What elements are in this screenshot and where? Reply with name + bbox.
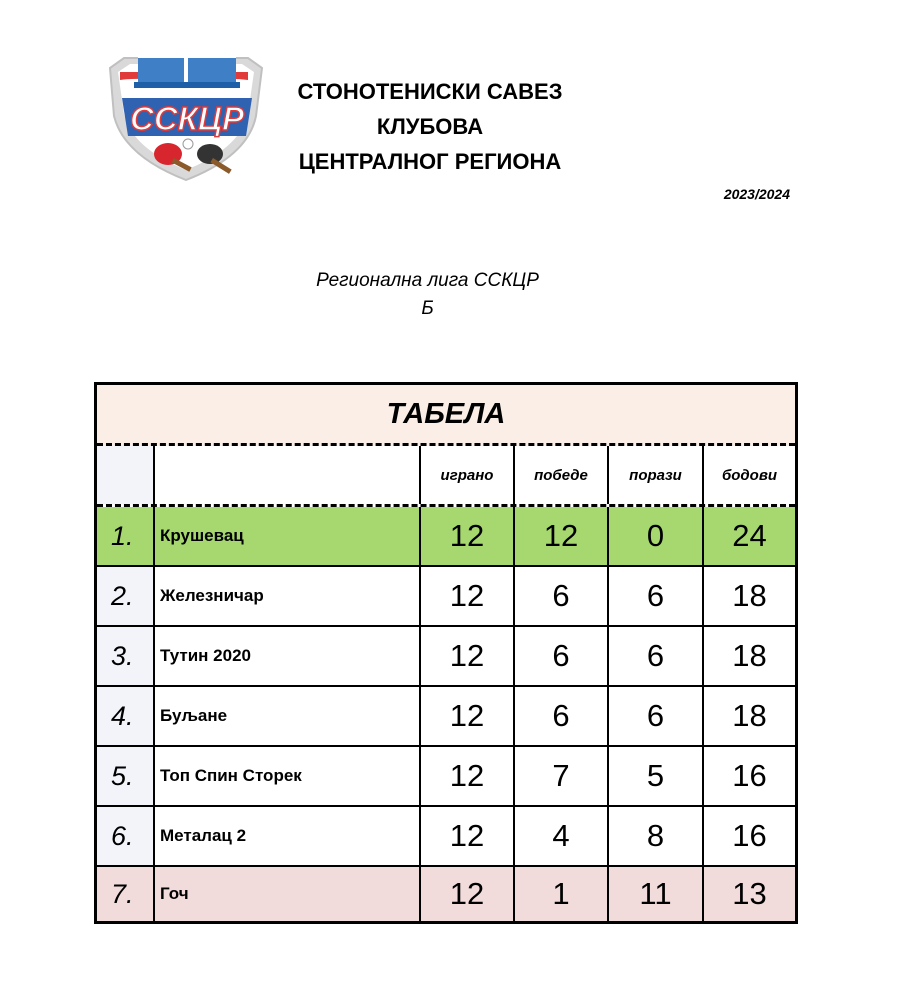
points: 13	[704, 867, 795, 921]
header-points: бодови	[721, 466, 778, 484]
position: 1.	[97, 507, 155, 565]
position: 2.	[97, 567, 155, 625]
losses: 0	[609, 507, 704, 565]
points: 18	[732, 698, 767, 733]
header-losses: порази	[609, 446, 704, 504]
org-line-3: ЦЕНТРАЛНОГ РЕГИОНА	[298, 149, 562, 174]
team-name: Металац 2	[155, 807, 421, 865]
table-row	[97, 807, 795, 867]
wins: 6	[515, 567, 609, 625]
position: 7.	[97, 867, 155, 921]
ssktsr-logo	[98, 46, 272, 186]
league-name: Регионална лига ССКЦР	[316, 270, 539, 291]
points: 16	[732, 818, 767, 853]
points: 18	[732, 578, 767, 613]
table-row	[97, 507, 795, 567]
table-row	[97, 687, 795, 747]
org-line-2: КЛУБОВА	[376, 114, 484, 139]
team-name: Тутин 2020	[155, 627, 421, 685]
team-name: Крушевац	[155, 507, 421, 565]
wins: 6	[515, 627, 609, 685]
logo-text: ССКЦР	[129, 100, 245, 137]
team-name: Буљане	[155, 687, 421, 745]
points: 24	[704, 507, 795, 565]
table-header-row	[97, 446, 795, 507]
position: 3.	[97, 627, 155, 685]
standings-table	[94, 382, 798, 924]
played: 12	[421, 807, 515, 865]
losses: 6	[609, 567, 704, 625]
position: 6.	[97, 807, 155, 865]
points: 18	[732, 638, 767, 673]
table-row	[97, 867, 795, 921]
header-position-cell	[97, 446, 155, 504]
position: 5.	[97, 747, 155, 805]
played: 12	[421, 867, 515, 921]
team-name: Топ Спин Сторек	[155, 747, 421, 805]
played: 12	[421, 687, 515, 745]
table-row	[97, 567, 795, 627]
wins: 4	[515, 807, 609, 865]
wins: 12	[515, 507, 609, 565]
losses: 8	[609, 807, 704, 865]
table-row	[97, 627, 795, 687]
losses: 6	[609, 627, 704, 685]
header-wins: победе	[515, 446, 609, 504]
losses: 11	[609, 867, 704, 921]
played: 12	[421, 627, 515, 685]
org-line-1: СТОНОТЕНИСКИ САВЕЗ	[297, 79, 563, 104]
played: 12	[421, 567, 515, 625]
league-title	[0, 267, 855, 323]
wins: 6	[515, 687, 609, 745]
organization-name	[260, 74, 600, 179]
table-row	[97, 747, 795, 807]
played: 12	[421, 747, 515, 805]
table-title: ТАБЕЛА	[97, 385, 795, 446]
header-team-cell	[155, 446, 421, 504]
team-name: Гоч	[155, 867, 421, 921]
losses: 6	[609, 687, 704, 745]
season-label: 2023/2024	[723, 186, 790, 202]
position: 4.	[97, 687, 155, 745]
points: 16	[732, 758, 767, 793]
team-name: Железничар	[155, 567, 421, 625]
header-played: играно	[421, 446, 515, 504]
wins: 7	[515, 747, 609, 805]
league-group: Б	[421, 298, 434, 319]
played: 12	[421, 507, 515, 565]
wins: 1	[515, 867, 609, 921]
losses: 5	[609, 747, 704, 805]
